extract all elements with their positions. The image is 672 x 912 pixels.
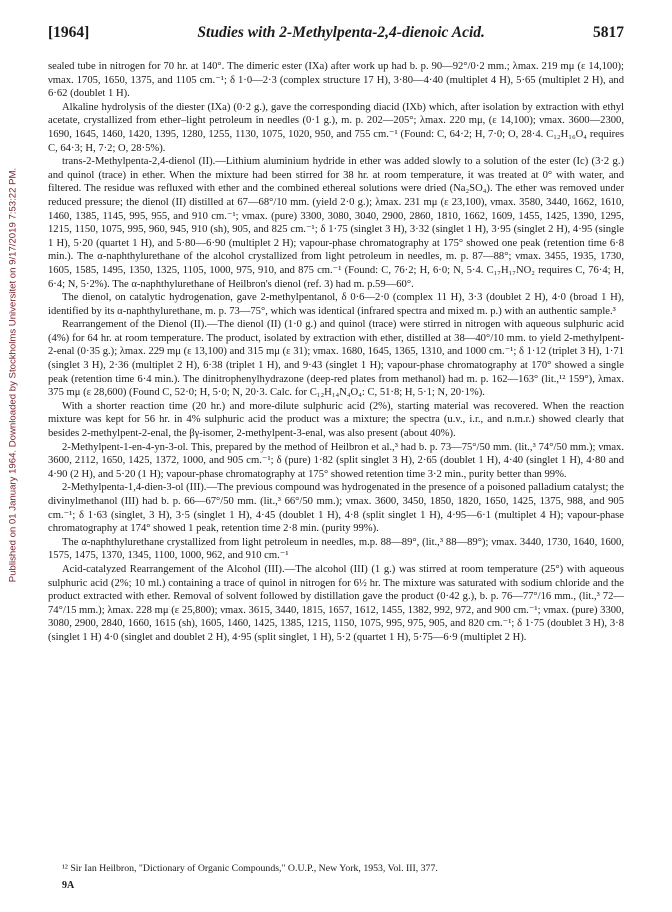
paragraph-hydrogenation: The dienol, on catalytic hydrogenation, gave 2-methylpentanol, δ 0·6—2·0 (complex 11 H), 3·3 (doublet 2 H), 4·0 (broad 1 H), identified by its α-naphthylurethane, m. p. 73—75°, which was identical (infrared spectra and mixed m. p.) with an authentic sample.³ [48, 292, 624, 317]
paragraph-short-reaction: With a shorter reaction time (20 hr.) and more-dilute sulphuric acid (2%), starting material was recovered. When the reaction mixture was kept for 56 hr. in 4% sulphuric acid the product was a mixture; the spectra (u.v., i.r., and n.m.r.) showed clearly that besides 2-methylpent-2-enal, the βγ-isomer, 2-methylpent-3-enal, was also present (about 40%). [48, 400, 624, 440]
running-header [48, 24, 624, 50]
footnote-text: ¹² Sir Ian Heilbron, "Dictionary of Organic Compounds," O.U.P., New York, 1953, Vol. III, 377. [62, 863, 438, 874]
paragraph-hydrolysis: Alkaline hydrolysis of the diester (IXa) (0·2 g.), gave the corresponding diacid (IXb) which, after isolation by extraction with ethyl acetate, crystallized from ether–light petroleum in needles (0·1 g.), m. p. 202—205°; λmax. 220 mμ, (ε 14,100); νmax. 3600—2300, 1690, 1645, 1460, 1420, 1395, 1280, 1255, 1130, 1075, 1020, 950, and 755 cm.⁻¹ (Found: C, 64·2; H, 7·0; O, 28·4. C₁₂H₁₆O₄ requires C, 64·3; H, 7·2; O, 28·5%). [48, 101, 624, 154]
paragraph-acid-catalyzed: Acid-catalyzed Rearrangement of the Alcohol (III).—The alcohol (III) (1 g.) was stirred at room temperature (25°) with aqueous sulphuric acid (2%; 10 ml.) containing a trace of quinol in nitrogen for 6½ hr. The mixture was saturated with sodium chloride and the product extracted with ether. Removal of solvent followed by distillation gave the product (0·42 g.), b. p. 76—77°/16 mm., (lit.,³ 72—74°/15 mm.); λmax. 228 mμ (ε 25,800); νmax. 3615, 3440, 1815, 1657, 1612, 1455, 1382, 992, 972, and 900 cm.⁻¹; νmax. (pure) 3300, 3080, 2900, 2840, 1660, 1615 (sh), 1605, 1460, 1425, 1385, 1215, 1150, 1075, 995, 975, 905, and 820 cm.⁻¹; δ 1·75 (doublet 3 H), 3·8 (singlet 1 H) 4·0 (singlet and doublet 2 H), 4·95 (split singlet, 1 H), 5·2 (quartet 1 H), 5·75—6·9 (multiplet 2 H). [48, 563, 624, 643]
page-number: 5817 [593, 24, 624, 41]
paragraph-naphthylurethane: The α-naphthylurethane crystallized from light petroleum in needles, m.p. 88—89°, (lit.,³ 88—89°); νmax. 3440, 1730, 1640, 1600, 1575, 1475, 1370, 1345, 1100, 1000, 962, and 910 cm.⁻¹ [48, 536, 624, 562]
paragraph-continuation: sealed tube in nitrogen for 70 hr. at 140°. The dimeric ester (IXa) after work up had b. p. 90—92°/0·2 mm.; λmax. 219 mμ (ε 14,100); νmax. 1705, 1650, 1375, and 1105 cm.⁻¹; δ 1·0—2·3 (complex structure 17 H), 3·80—4·40 (multiplet 4 H), 5·65 (multiplet 2 H), and 6·62 (doublet 1 H). [48, 61, 624, 100]
journal-year: [1964] [48, 24, 90, 41]
footnote [48, 862, 624, 875]
paragraph-pentadienol: 2-Methylpenta-1,4-dien-3-ol (III).—The previous compound was hydrogenated in the presence of a poisoned palladium catalyst; the divinylmethanol (III) had b. p. 66—67°/50 mm. (lit.,³ 66°/50 mm.); νmax. 3600, 3450, 1850, 1820, 1650, 1425, 1375, 988, and 905 cm.⁻¹; δ 1·63 (singlet, 3 H), 3·5 (singlet 1 H), 4·45 (doublet 1 H), 4·8 (split singlet 1 H), 4·95—6·1 (multiplet 4 H); vapour-phase chromatography at 174° showed 1 peak, retention time 2·8 min. (purity 99%). [48, 482, 624, 535]
publication-sidebar-note [6, 95, 20, 655]
running-title: Studies with 2-Methylpenta-2,4-dienoic Acid. [197, 24, 485, 41]
paragraph-dienol-preparation: trans-2-Methylpenta-2,4-dienol (II).—Lithium aluminium hydride in ether was added slowly to a solution of the ester (Ic) (3·2 g.) and quinol (trace) in ether. When the mixture had been stirred for 38 hr. at room temperature, it was treated at 0° with water, and filtered. The residue was refluxed with ether and the combined ethereal solutions were dried (Na₂SO₄). The ether was removed under reduced pressure; the dienol (II) distilled at 67—68°/10 mm. (yield 2·0 g.); λmax. 231 mμ (ε 23,100), νmax. 3580, 3440, 1662, 1610, 1460, 1385, 1145, 995, 955, and 910 cm.⁻¹; νmax. (pure) 3300, 3080, 3040, 2900, 2860, 1810, 1662, 1609, 1455, 1425, 1390, 1295, 1215, 1150, 1075, 995, 960, 945, 910 (sh), 905, and 825 cm.⁻¹; δ 1·75 (singlet 3 H), 3·32 (singlet 1 H), 3·95 (singlet 2 H), 4·95 (single 1 H), 5·20 (quartet 1 H), and 5·80—6·90 (multiplet 2 H); vapour-phase chromatography at 175° showed one peak (retention time 6·8 min.). The α-naphthylurethane of the alcohol crystallized from light petroleum in needles, m. p. 87—88°; νmax. 3455, 1935, 1730, 1605, 1585, 1495, 1350, 1325, 1105, 1000, 975, 910, and 875 cm.⁻¹ (Found: C, 76·2; H, 6·0; N, 5·4. C₁₇H₁₇NO₂ requires C, 76·4; H, 6·4; N, 5·2%). The α-naphthylurethane of Heilbron's dienol (ref. 3) had m. p.59—60°. [48, 156, 624, 290]
article-body [48, 60, 624, 645]
paragraph-rearrangement: Rearrangement of the Dienol (II).—The dienol (II) (1·0 g.) and quinol (trace) were stirred in nitrogen with aqueous sulphuric acid (4%) for 64 hr. at room temperature. The product, isolated by extraction with ether, distilled at 38—40°/10 mm. to yield 2-methylpent-2-enal (0·35 g.); λmax. 229 mμ (ε 13,100) and 315 mμ (ε 31); νmax. 1680, 1645, 1365, 1310, and 1000 cm.⁻¹; δ 1·12 (triplet 3 H), 1·71 (singlet 3 H), 2·36 (multiplet 2 H), 6·38 (triplet 1 H), and 9·43 (singlet 1 H); vapour-phase chromatography at 170° showed a single peak (retention time 6·4 min.). The dinitrophenylhydrazone (deep-red plates from methanol) had m. p. 162—163° (lit.,¹² 159°), λmax. 375 mμ (ε 28,600) (Found C, 52·0; H, 5·0; N, 20·3. Calc. for C₁₂H₁₄N₄O₄: C, 51·8; H, 5·1; N, 20·1%). [48, 319, 624, 399]
paragraph-pentenynol: 2-Methylpent-1-en-4-yn-3-ol. This, prepared by the method of Heilbron et al.,³ had b. p. 73—75°/50 mm. (lit.,³ 74°/50 mm.); νmax. 3600, 2112, 1650, 1425, 1372, 1000, and 905 cm.⁻¹; δ (pure) 1·82 (split singlet 3 H), 2·65 (doublet 1 H), 4·40 (singlet 1 H), 4·80 and 4·90 (2 H), and 5·20 (1 H); vapour-phase chromatography at 175° showed retention time 3·2 min., purity better than 99%. [48, 441, 624, 480]
signature-mark: 9A [62, 880, 75, 891]
sidebar-note-text: Published on 01 January 1964. Downloaded by Stockholms Universitet on 9/17/2019 7:53:22 PM. [7, 167, 19, 583]
